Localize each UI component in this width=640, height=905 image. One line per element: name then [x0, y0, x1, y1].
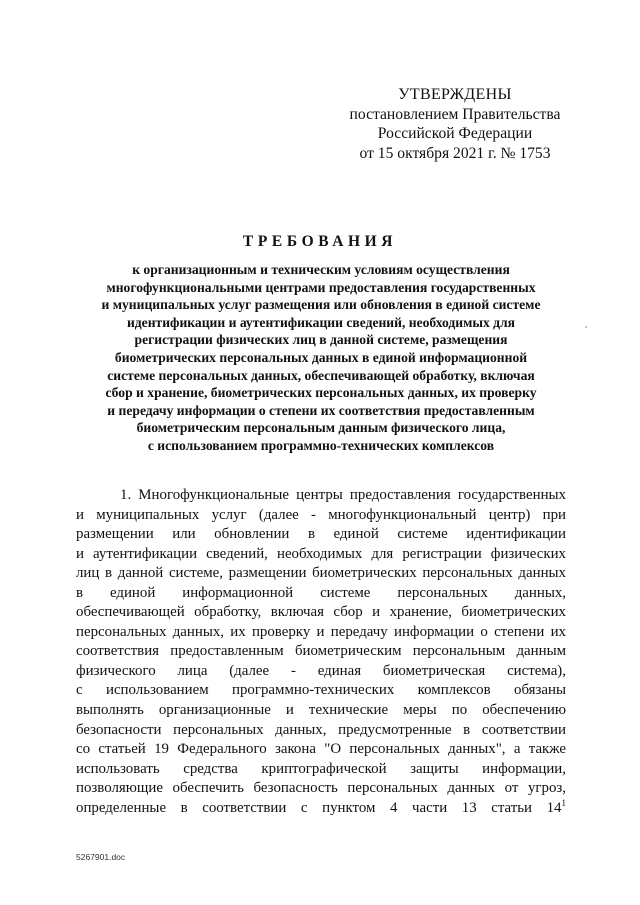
- subtitle-line: биометрическим персональным данным физического лица,: [136, 420, 506, 436]
- body-line: размещении или обновлении в единой системе идентификации: [76, 526, 566, 543]
- body-line: безопасности персональных данных, предусмотренные в соответствии: [76, 721, 566, 738]
- approval-line-1: постановлением Правительства: [349, 105, 561, 123]
- body-line: со статьей 19 Федерального закона "О персональных данных", а также: [76, 741, 566, 758]
- body-line-last-text: определенные в соответствии с пунктом 4 части 13 статьи 14: [76, 799, 562, 816]
- body-line: 1. Многофункциональные центры предоставления государственных: [120, 487, 566, 503]
- body-line: позволяющие обеспечить безопасность персональных данных от угроз,: [76, 780, 566, 797]
- body-line: соответствия предоставленным биометрическим персональным данным: [76, 643, 566, 660]
- body-line-last: [76, 799, 566, 819]
- body-paragraph: [76, 486, 566, 818]
- body-line: обеспечивающей обработку, включая сбор и хранение, биометрических: [76, 604, 566, 621]
- subtitle-line: многофункциональными центрами предоставления государственных: [106, 279, 536, 295]
- body-line: с использованием программно-технических комплексов обязаны: [76, 682, 566, 699]
- subtitle-line: сбор и хранение, биометрических персональных данных, их проверку: [105, 385, 537, 401]
- body-line: физического лица (далее - единая биометрическая система),: [76, 662, 566, 679]
- subtitle-line: и муниципальных услуг размещения или обновления в единой системе: [101, 297, 541, 313]
- subtitle-line: идентификации и аутентификации сведений, необходимых для: [126, 314, 516, 330]
- document-title: ТРЕБОВАНИЯ: [242, 233, 398, 250]
- body-line: в единой информационной системе персональных данных,: [76, 584, 566, 601]
- subtitle-line: системе персональных данных, обеспечивающей обработку, включая: [107, 367, 535, 383]
- body-line: выполнять организационные и технические меры по обеспечению: [76, 702, 566, 719]
- approval-line-2: Российской Федерации: [377, 125, 533, 142]
- file-reference: 5267901.doc: [76, 852, 126, 862]
- body-line: использовать средства криптографической защиты информации,: [76, 760, 566, 777]
- subtitle-line: регистрации физических лиц в данной системе, размещения: [134, 332, 508, 348]
- subtitle-line: с использованием программно-технических комплексов: [147, 437, 495, 453]
- scan-speck: [585, 326, 587, 328]
- body-line: лиц в данной системе, размещении биометрических персональных данных: [76, 565, 566, 582]
- approval-block: [340, 85, 570, 163]
- subtitle-line: к организационным и техническим условиям осуществления: [132, 262, 510, 277]
- document-subtitle: [74, 261, 568, 455]
- subtitle-line: биометрических персональных данных в единой информационной: [114, 349, 528, 365]
- body-line: персональных данных, их проверку и передачу информации о степени их: [76, 623, 566, 640]
- footnote-marker: 1: [561, 798, 566, 808]
- body-line: и аутентификации сведений, необходимых для регистрации физических: [76, 545, 566, 562]
- subtitle-line: и передачу информации о степени их соответствия предоставленным: [107, 402, 535, 418]
- approval-heading: УТВЕРЖДЕНЫ: [398, 86, 512, 103]
- body-line: и муниципальных услуг (далее - многофункциональный центр) при: [76, 506, 566, 523]
- approval-line-3: от 15 октября 2021 г. № 1753: [359, 144, 551, 162]
